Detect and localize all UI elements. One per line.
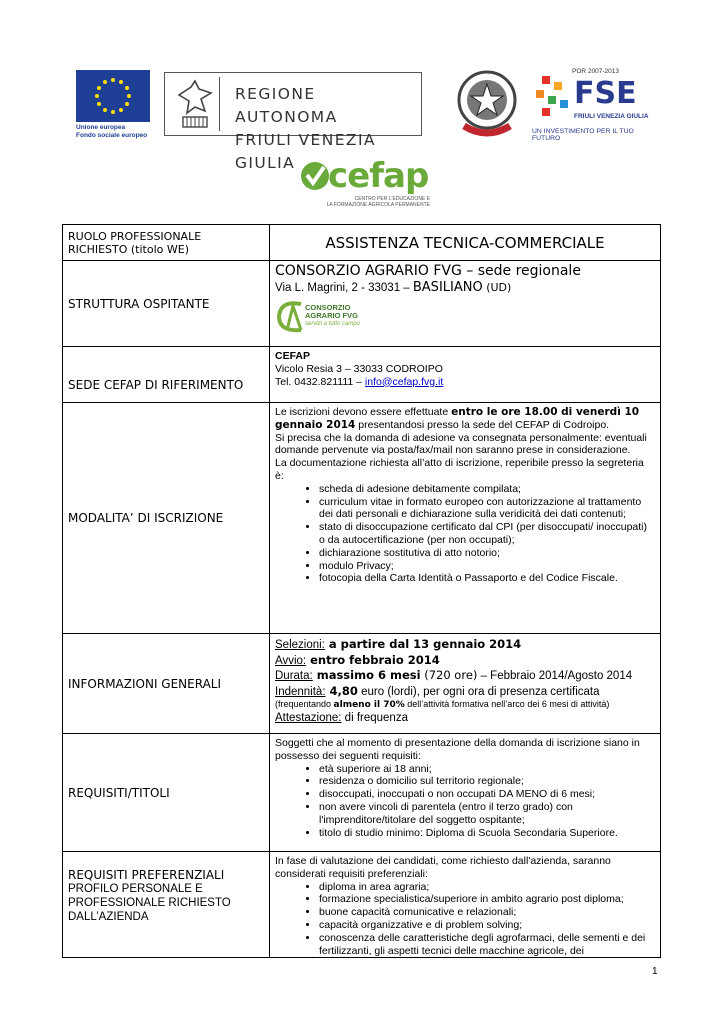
ruolo-label: RUOLO PROFESSIONALE RICHIESTO (titolo WE) (63, 225, 270, 261)
ruolo-value: ASSISTENZA TECNICA-COMMERCIALE (270, 225, 661, 261)
preferenziali-sublabel: PROFILO PERSONALE E PROFESSIONALE RICHIESTO DALL’AZIENDA (68, 883, 231, 923)
row-requisiti (63, 734, 661, 852)
regione-line1: REGIONE AUTONOMA (235, 85, 338, 126)
list-item: • buone capacità comunicative e relazionali; (319, 906, 655, 919)
modalita-p3: La documentazione richiesta all’atto di iscrizione, reperibile presso la segreteria è: (275, 457, 644, 482)
preferenziali-list (275, 881, 655, 958)
fse-top: POR 2007-2013 (572, 68, 619, 75)
fse-logo (532, 68, 652, 140)
row-preferenziali (63, 852, 661, 958)
struttura-name: CONSORZIO AGRARIO FVG – sede regionale (275, 263, 581, 279)
sede-address: Vicolo Resia 3 – 33033 CODROIPO (275, 362, 443, 375)
eagle-icon (171, 77, 220, 131)
italian-republic-emblem (452, 66, 522, 140)
header-logos (72, 64, 652, 172)
email-link[interactable]: info@cefap.fvg.it (364, 375, 444, 388)
list-item: • titolo di studio minimo: Diploma di Scuola Secondaria Superiore. (319, 827, 655, 840)
info-table (62, 224, 661, 958)
sede-contact: Tel. 0432.821111 – info@cefap.fvg.it (275, 375, 444, 388)
list-item: • età superiore ai 18 anni; (319, 763, 655, 776)
list-item: • scheda di adesione debitamente compilata; (319, 483, 655, 496)
list-item: • stato di disoccupazione certificato dal CPI (per disoccupati/ inoccupati) o da autocertificazione (per non occupati); (319, 521, 655, 547)
struttura-address: Via L. Magrini, 2 - 33031 – BASILIANO (UD) (275, 280, 512, 295)
info-avvio: Avvio: entro febbraio 2014 (275, 652, 440, 667)
row-struttura (63, 261, 661, 347)
list-item: • dichiarazione sostitutiva di atto notorio; (319, 547, 655, 560)
row-ruolo (63, 225, 661, 261)
list-item: • curriculum vitae in formato europeo con autorizzazione al trattamento dei dati personali e dichiarazione sulla veridicità dei dati contenuti; (319, 496, 655, 522)
info-label: INFORMAZIONI GENERALI (63, 634, 270, 734)
requisiti-list (275, 763, 655, 840)
row-info (63, 634, 661, 734)
list-item: • formazione specialistica/superiore in ambito agrario post diploma; (319, 893, 655, 906)
info-durata: Durata: massimo 6 mesi (720 ore) – Febbraio 2014/Agosto 2014 (275, 668, 633, 682)
eu-flag-logo (76, 70, 150, 122)
modalita-label: MODALITA’ DI ISCRIZIONE (63, 403, 270, 634)
list-item: • modulo Privacy; (319, 560, 655, 573)
fse-slogan: UN INVESTIMENTO PER IL TUO FUTURO (532, 128, 634, 142)
regione-line2: FRIULI VENEZIA GIULIA (235, 131, 376, 172)
regione-fvg-logo (164, 72, 422, 172)
info-attestazione: Attestazione: di frequenza (275, 712, 408, 724)
list-item: • disoccupati, inoccupati o non occupati DA MENO di 6 mesi; (319, 788, 655, 801)
modalita-doc-list (275, 483, 655, 585)
cefap-logo (300, 156, 430, 212)
list-item: • conoscenza delle caratteristiche degli agrofarmaci, delle sementi e dei fertilizzanti, gli aspetti tecnici delle macchine agricole, dei (319, 932, 655, 958)
page-number: 1 (652, 966, 658, 977)
fse-region: FRIULI VENEZIA GIULIA (574, 113, 649, 120)
requisiti-label: REQUISITI/TITOLI (63, 734, 270, 852)
preferenziali-label: REQUISITI PREFERENZIALI (68, 868, 225, 882)
eu-caption: Unione europea Fondo sociale europeo (76, 124, 148, 139)
modalita-p1: Le iscrizioni devono essere effettuate entro le ore 18.00 di venerdì 10 gennaio 2014 presentandosi presso la sede del CEFAP di Codroipo. (275, 406, 640, 431)
preferenziali-intro: In fase di valutazione dei candidati, come richiesto dall'azienda, saranno considerati requisiti preferenziali: (275, 855, 611, 880)
modalita-p2: Si precisa che la domanda di adesione va consegnata personalmente: eventuali domande pervenute via posta/fax/mail non saranno prese in considerazione. (275, 431, 647, 457)
row-sede (63, 347, 661, 403)
cefap-tagline: CENTRO PER L'EDUCAZIONE E LA FORMAZIONE AGRICOLA PERMANENTE (326, 196, 430, 208)
list-item: • diploma in area agraria; (319, 881, 655, 894)
struttura-label: STRUTTURA OSPITANTE (63, 261, 270, 347)
requisiti-intro: Soggetti che al momento di presentazione della domanda di iscrizione siano in possesso dei seguenti requisiti: (275, 737, 640, 762)
list-item: • fotocopia della Carta Identità o Passaporto e del Codice Fiscale. (319, 572, 655, 585)
consorzio-agrario-logo: CONSORZIO AGRARIO FVG servizi a tutto campo (275, 298, 385, 338)
row-modalita (63, 403, 661, 634)
list-item: • capacità organizzative e di problem solving; (319, 919, 655, 932)
info-note: (frequentando almeno il 70% dell’attività formativa nell’arco dei 6 mesi di attività) (275, 699, 610, 710)
sede-name: CEFAP (275, 350, 311, 362)
info-selezioni: Selezioni: a partire dal 13 gennaio 2014 (275, 637, 522, 651)
list-item: • non avere vincoli di parentela (entro il terzo grado) con l'imprenditore/titolare del soggetto ospitante; (319, 801, 655, 827)
info-indennita: Indennità: 4,80 euro (lordi), per ogni ora di presenza certificata (275, 683, 600, 698)
sede-label: SEDE CEFAP DI RIFERIMENTO (63, 347, 270, 403)
cefap-wordmark: cefap (328, 156, 429, 196)
fse-title: FSE (574, 76, 637, 111)
list-item: • residenza o domicilio sul territorio regionale; (319, 775, 655, 788)
